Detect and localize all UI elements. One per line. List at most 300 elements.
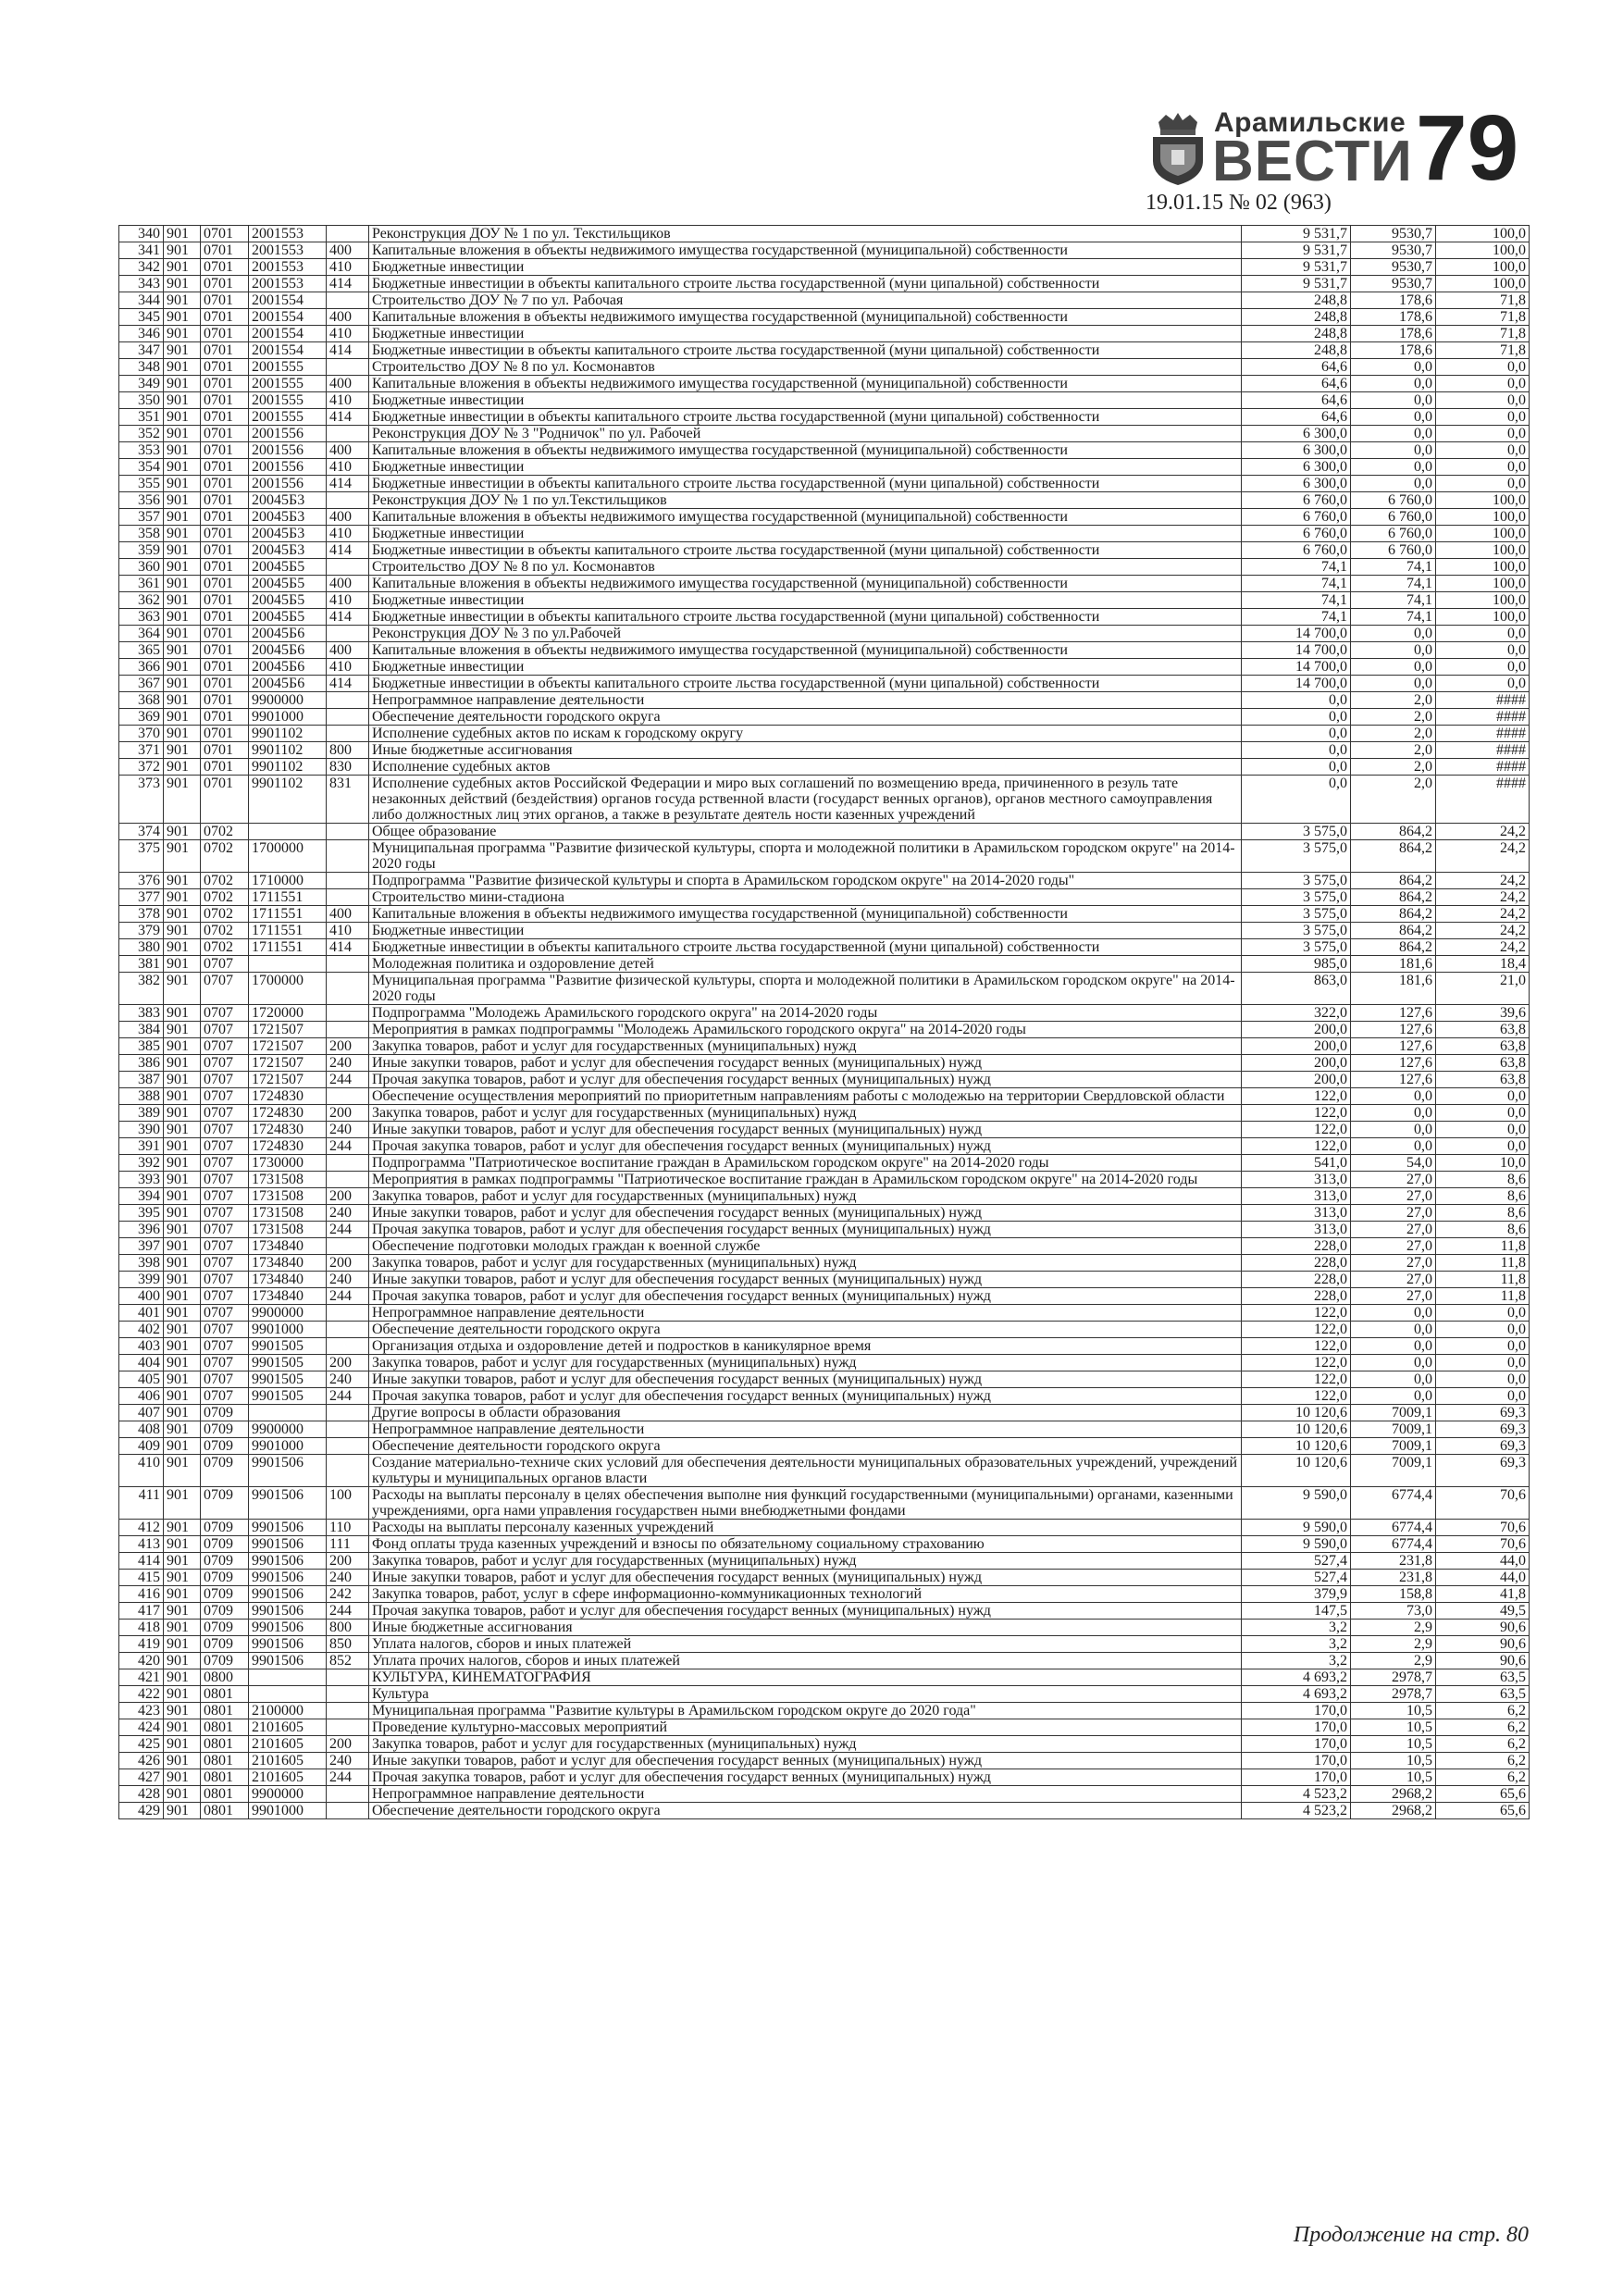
table-cell: 6 300,0 bbox=[1242, 459, 1351, 476]
table-cell bbox=[249, 956, 327, 973]
table-cell: 901 bbox=[164, 923, 201, 939]
table-row bbox=[119, 1736, 1530, 1753]
row-description: Капитальные вложения в объекты недвижимого имущества государственной (муниципальной) собственности bbox=[369, 442, 1242, 459]
table-cell: 9 531,7 bbox=[1242, 259, 1351, 276]
table-cell: 0801 bbox=[201, 1753, 249, 1769]
coat-of-arms-icon bbox=[1149, 113, 1207, 185]
table-cell: 69,3 bbox=[1436, 1438, 1530, 1455]
table-cell: 69,3 bbox=[1436, 1421, 1530, 1438]
table-cell: 122,0 bbox=[1242, 1322, 1351, 1338]
table-cell: 7009,1 bbox=[1351, 1455, 1436, 1487]
table-cell: 0,0 bbox=[1351, 1322, 1436, 1338]
table-cell: 9900000 bbox=[249, 1786, 327, 1803]
table-cell: 9900000 bbox=[249, 1305, 327, 1322]
table-cell: 3 575,0 bbox=[1242, 873, 1351, 889]
table-cell: 901 bbox=[164, 1769, 201, 1786]
table-cell: 0701 bbox=[201, 526, 249, 542]
table-cell: 3 575,0 bbox=[1242, 840, 1351, 873]
table-cell: 20045Б3 bbox=[249, 509, 327, 526]
table-cell: 100,0 bbox=[1436, 542, 1530, 559]
row-description: Капитальные вложения в объекты недвижимого имущества государственной (муниципальной) собственности bbox=[369, 309, 1242, 326]
row-description: Закупка товаров, работ и услуг для государственных (муниципальных) нужд bbox=[369, 1038, 1242, 1055]
table-cell: 901 bbox=[164, 956, 201, 973]
table-cell: 0701 bbox=[201, 226, 249, 242]
table-cell: 417 bbox=[119, 1603, 164, 1620]
table-cell: 3,2 bbox=[1242, 1636, 1351, 1653]
table-cell: 0701 bbox=[201, 492, 249, 509]
table-cell: 340 bbox=[119, 226, 164, 242]
table-cell: 0702 bbox=[201, 889, 249, 906]
table-cell: 399 bbox=[119, 1272, 164, 1288]
table-cell: 414 bbox=[327, 676, 369, 692]
table-cell: 985,0 bbox=[1242, 956, 1351, 973]
table-cell: 1700000 bbox=[249, 840, 327, 873]
table-cell: 100,0 bbox=[1436, 609, 1530, 626]
table-cell: 63,5 bbox=[1436, 1669, 1530, 1686]
table-cell: 345 bbox=[119, 309, 164, 326]
table-cell: 100,0 bbox=[1436, 259, 1530, 276]
row-description: Строительство ДОУ № 8 по ул. Космонавтов bbox=[369, 359, 1242, 376]
row-description: Иные закупки товаров, работ и услуг для обеспечения государст венных (муниципальных) нужд bbox=[369, 1122, 1242, 1138]
table-row bbox=[119, 1022, 1530, 1038]
table-cell: 9530,7 bbox=[1351, 226, 1436, 242]
table-cell: 74,1 bbox=[1351, 609, 1436, 626]
table-cell: 178,6 bbox=[1351, 342, 1436, 359]
table-cell: 901 bbox=[164, 1686, 201, 1703]
table-cell: 400 bbox=[327, 642, 369, 659]
table-cell: 901 bbox=[164, 459, 201, 476]
table-cell: 0701 bbox=[201, 659, 249, 676]
table-cell: 1700000 bbox=[249, 973, 327, 1005]
table-row bbox=[119, 1172, 1530, 1188]
table-row bbox=[119, 1105, 1530, 1122]
table-cell: 100,0 bbox=[1436, 226, 1530, 242]
table-cell: 0701 bbox=[201, 742, 249, 759]
table-cell: 248,8 bbox=[1242, 326, 1351, 342]
table-row bbox=[119, 1620, 1530, 1636]
table-row bbox=[119, 526, 1530, 542]
table-cell: 414 bbox=[327, 476, 369, 492]
table-cell: 10,0 bbox=[1436, 1155, 1530, 1172]
table-cell: 7009,1 bbox=[1351, 1438, 1436, 1455]
table-cell: 9900000 bbox=[249, 692, 327, 709]
table-row bbox=[119, 1238, 1530, 1255]
table-cell: 0,0 bbox=[1436, 1338, 1530, 1355]
table-cell: 0709 bbox=[201, 1603, 249, 1620]
table-cell: 69,3 bbox=[1436, 1405, 1530, 1421]
table-cell bbox=[327, 1088, 369, 1105]
table-cell: 351 bbox=[119, 409, 164, 426]
table-cell bbox=[327, 873, 369, 889]
table-row bbox=[119, 1055, 1530, 1072]
table-cell bbox=[327, 726, 369, 742]
table-cell: 418 bbox=[119, 1620, 164, 1636]
table-cell: 0701 bbox=[201, 392, 249, 409]
table-cell: 0,0 bbox=[1436, 442, 1530, 459]
table-cell: 0707 bbox=[201, 1055, 249, 1072]
row-description: Бюджетные инвестиции в объекты капитального строите льства государственной (муни ципальной) собственности bbox=[369, 342, 1242, 359]
table-cell: 0701 bbox=[201, 726, 249, 742]
table-cell: 9901506 bbox=[249, 1636, 327, 1653]
table-row bbox=[119, 1122, 1530, 1138]
table-cell: 0701 bbox=[201, 542, 249, 559]
table-cell: 6 760,0 bbox=[1242, 492, 1351, 509]
table-cell: 901 bbox=[164, 1553, 201, 1570]
table-cell: 63,8 bbox=[1436, 1072, 1530, 1088]
table-cell: 379,9 bbox=[1242, 1586, 1351, 1603]
table-cell: 0701 bbox=[201, 692, 249, 709]
table-cell: 410 bbox=[327, 459, 369, 476]
row-description: Иные закупки товаров, работ и услуг для обеспечения государст венных (муниципальных) нужд bbox=[369, 1055, 1242, 1072]
row-description: Подпрограмма "Патриотическое воспитание граждан в Арамильском городском округе" на 2014-2020 годы bbox=[369, 1155, 1242, 1172]
table-cell: 27,0 bbox=[1351, 1288, 1436, 1305]
table-cell: 901 bbox=[164, 1255, 201, 1272]
table-cell: 90,6 bbox=[1436, 1636, 1530, 1653]
table-cell: 0801 bbox=[201, 1769, 249, 1786]
table-row bbox=[119, 1222, 1530, 1238]
table-cell bbox=[327, 824, 369, 840]
table-cell: 0709 bbox=[201, 1536, 249, 1553]
table-cell: 9901506 bbox=[249, 1520, 327, 1536]
table-row bbox=[119, 873, 1530, 889]
table-cell: 901 bbox=[164, 1455, 201, 1487]
table-cell: 65,6 bbox=[1436, 1803, 1530, 1819]
table-cell: #### bbox=[1436, 776, 1530, 824]
table-cell: 0701 bbox=[201, 709, 249, 726]
table-cell: 0,0 bbox=[1436, 1371, 1530, 1388]
table-row bbox=[119, 726, 1530, 742]
table-cell: 20045Б5 bbox=[249, 559, 327, 576]
table-cell: 901 bbox=[164, 592, 201, 609]
table-cell: 127,6 bbox=[1351, 1038, 1436, 1055]
table-cell: 0701 bbox=[201, 242, 249, 259]
table-cell: 901 bbox=[164, 526, 201, 542]
table-cell: 313,0 bbox=[1242, 1205, 1351, 1222]
table-cell: 9 531,7 bbox=[1242, 276, 1351, 292]
table-cell: 9530,7 bbox=[1351, 242, 1436, 259]
table-cell: #### bbox=[1436, 759, 1530, 776]
table-cell: 901 bbox=[164, 1122, 201, 1138]
table-cell: 901 bbox=[164, 542, 201, 559]
table-row bbox=[119, 1038, 1530, 1055]
table-cell: 20045Б3 bbox=[249, 542, 327, 559]
table-cell: 9901506 bbox=[249, 1653, 327, 1669]
table-cell: 122,0 bbox=[1242, 1088, 1351, 1105]
table-cell: 100,0 bbox=[1436, 509, 1530, 526]
table-cell: 405 bbox=[119, 1371, 164, 1388]
table-cell: 428 bbox=[119, 1786, 164, 1803]
table-cell: 901 bbox=[164, 692, 201, 709]
table-cell: 1731508 bbox=[249, 1172, 327, 1188]
table-cell: 358 bbox=[119, 526, 164, 542]
table-cell: 390 bbox=[119, 1122, 164, 1138]
table-cell: 24,2 bbox=[1436, 923, 1530, 939]
table-row bbox=[119, 259, 1530, 276]
table-cell: 71,8 bbox=[1436, 342, 1530, 359]
row-description: Обеспечение деятельности городского округа bbox=[369, 1438, 1242, 1455]
table-cell: 70,6 bbox=[1436, 1520, 1530, 1536]
table-cell: 0707 bbox=[201, 1322, 249, 1338]
table-cell bbox=[327, 426, 369, 442]
table-row bbox=[119, 1803, 1530, 1819]
table-cell: 901 bbox=[164, 1305, 201, 1322]
table-cell: 389 bbox=[119, 1105, 164, 1122]
table-cell: 231,8 bbox=[1351, 1553, 1436, 1570]
table-cell: 0707 bbox=[201, 1122, 249, 1138]
table-cell: 20045Б6 bbox=[249, 626, 327, 642]
table-cell: 426 bbox=[119, 1753, 164, 1769]
table-cell: 901 bbox=[164, 1038, 201, 1055]
table-cell: 2,0 bbox=[1351, 726, 1436, 742]
table-cell: 63,8 bbox=[1436, 1038, 1530, 1055]
row-description: Иные бюджетные ассигнования bbox=[369, 742, 1242, 759]
table-cell: 110 bbox=[327, 1520, 369, 1536]
table-cell: 387 bbox=[119, 1072, 164, 1088]
table-cell: 901 bbox=[164, 1487, 201, 1520]
table-cell: 400 bbox=[119, 1288, 164, 1305]
table-cell: 2001554 bbox=[249, 326, 327, 342]
table-cell: 374 bbox=[119, 824, 164, 840]
table-cell: 9901506 bbox=[249, 1603, 327, 1620]
table-cell: 901 bbox=[164, 889, 201, 906]
table-cell bbox=[327, 709, 369, 726]
table-cell: 0707 bbox=[201, 1222, 249, 1238]
table-cell: 864,2 bbox=[1351, 889, 1436, 906]
table-cell: 200 bbox=[327, 1105, 369, 1122]
table-cell: 100,0 bbox=[1436, 592, 1530, 609]
table-cell: 901 bbox=[164, 1586, 201, 1603]
table-cell: 0,0 bbox=[1351, 1088, 1436, 1105]
table-cell: 39,6 bbox=[1436, 1005, 1530, 1022]
table-cell: 2101605 bbox=[249, 1769, 327, 1786]
table-cell: 244 bbox=[327, 1288, 369, 1305]
table-cell bbox=[327, 1421, 369, 1438]
table-cell: 901 bbox=[164, 292, 201, 309]
table-cell: 0707 bbox=[201, 1105, 249, 1122]
table-cell: 127,6 bbox=[1351, 1072, 1436, 1088]
table-row bbox=[119, 292, 1530, 309]
table-cell: 240 bbox=[327, 1055, 369, 1072]
table-cell: 0701 bbox=[201, 309, 249, 326]
table-cell: 901 bbox=[164, 840, 201, 873]
table-cell: 100,0 bbox=[1436, 559, 1530, 576]
row-description: Непрограммное направление деятельности bbox=[369, 1305, 1242, 1322]
table-cell: 901 bbox=[164, 326, 201, 342]
table-cell: 10,5 bbox=[1351, 1736, 1436, 1753]
table-cell: 158,8 bbox=[1351, 1586, 1436, 1603]
table-cell: 901 bbox=[164, 242, 201, 259]
table-cell bbox=[327, 1669, 369, 1686]
table-cell: 122,0 bbox=[1242, 1122, 1351, 1138]
table-cell: 20045Б3 bbox=[249, 526, 327, 542]
table-row bbox=[119, 476, 1530, 492]
table-row bbox=[119, 409, 1530, 426]
table-cell: 27,0 bbox=[1351, 1205, 1436, 1222]
table-cell: 127,6 bbox=[1351, 1055, 1436, 1072]
table-cell: 0,0 bbox=[1351, 1355, 1436, 1371]
table-cell: 425 bbox=[119, 1736, 164, 1753]
table-cell: 383 bbox=[119, 1005, 164, 1022]
row-description: Расходы на выплаты персоналу казенных учреждений bbox=[369, 1520, 1242, 1536]
table-row bbox=[119, 1322, 1530, 1338]
table-cell: 0701 bbox=[201, 442, 249, 459]
table-cell: 14 700,0 bbox=[1242, 659, 1351, 676]
table-cell: 6,2 bbox=[1436, 1769, 1530, 1786]
table-row bbox=[119, 576, 1530, 592]
table-cell: 71,8 bbox=[1436, 292, 1530, 309]
table-cell: 200,0 bbox=[1242, 1038, 1351, 1055]
table-cell: 901 bbox=[164, 939, 201, 956]
table-cell bbox=[327, 1022, 369, 1038]
row-description: Прочая закупка товаров, работ и услуг для обеспечения государст венных (муниципальных) нужд bbox=[369, 1072, 1242, 1088]
table-cell: 0,0 bbox=[1436, 1105, 1530, 1122]
row-description: Непрограммное направление деятельности bbox=[369, 1421, 1242, 1438]
row-description: Бюджетные инвестиции bbox=[369, 459, 1242, 476]
table-row bbox=[119, 1138, 1530, 1155]
table-cell: 24,2 bbox=[1436, 906, 1530, 923]
row-description: Бюджетные инвестиции в объекты капитального строите льства государственной (муни ципальной) собственности bbox=[369, 676, 1242, 692]
table-cell: 71,8 bbox=[1436, 326, 1530, 342]
table-cell: 373 bbox=[119, 776, 164, 824]
row-description: Бюджетные инвестиции в объекты капитального строите льства государственной (муни ципальной) собственности bbox=[369, 609, 1242, 626]
table-row bbox=[119, 1255, 1530, 1272]
table-cell: 127,6 bbox=[1351, 1022, 1436, 1038]
table-cell: 371 bbox=[119, 742, 164, 759]
table-cell: 901 bbox=[164, 1005, 201, 1022]
table-row bbox=[119, 1355, 1530, 1371]
table-cell: 181,6 bbox=[1351, 956, 1436, 973]
table-row bbox=[119, 1188, 1530, 1205]
table-cell: 901 bbox=[164, 392, 201, 409]
table-cell: 0,0 bbox=[1242, 776, 1351, 824]
table-row bbox=[119, 956, 1530, 973]
table-cell: 6,2 bbox=[1436, 1753, 1530, 1769]
table-cell: 0701 bbox=[201, 626, 249, 642]
table-cell: 400 bbox=[327, 376, 369, 392]
row-description: Подпрограмма "Развитие физической культуры и спорта в Арамильском городском округе" на 2014-2020 годы" bbox=[369, 873, 1242, 889]
table-cell: 901 bbox=[164, 1322, 201, 1338]
table-cell: 200 bbox=[327, 1355, 369, 1371]
table-cell: 403 bbox=[119, 1338, 164, 1355]
table-cell: 9901506 bbox=[249, 1586, 327, 1603]
table-cell: 385 bbox=[119, 1038, 164, 1055]
table-cell: 100,0 bbox=[1436, 276, 1530, 292]
table-cell: 0701 bbox=[201, 409, 249, 426]
table-cell: 6 300,0 bbox=[1242, 442, 1351, 459]
table-cell: 0709 bbox=[201, 1405, 249, 1421]
table-cell: 6 760,0 bbox=[1242, 542, 1351, 559]
table-cell: 395 bbox=[119, 1205, 164, 1222]
table-cell: #### bbox=[1436, 692, 1530, 709]
table-row bbox=[119, 659, 1530, 676]
table-cell: 2,0 bbox=[1351, 692, 1436, 709]
table-cell bbox=[327, 1786, 369, 1803]
table-cell: 414 bbox=[327, 342, 369, 359]
table-row bbox=[119, 1338, 1530, 1355]
table-cell: 0,0 bbox=[1351, 476, 1436, 492]
table-row bbox=[119, 642, 1530, 659]
table-cell: 231,8 bbox=[1351, 1570, 1436, 1586]
table-row bbox=[119, 309, 1530, 326]
table-row bbox=[119, 326, 1530, 342]
table-cell: 365 bbox=[119, 642, 164, 659]
table-cell: 0701 bbox=[201, 609, 249, 626]
row-description: Бюджетные инвестиции bbox=[369, 659, 1242, 676]
table-cell: 429 bbox=[119, 1803, 164, 1819]
table-cell: 341 bbox=[119, 242, 164, 259]
table-cell: 9900000 bbox=[249, 1421, 327, 1438]
table-cell: 0,0 bbox=[1351, 1338, 1436, 1355]
table-cell: 244 bbox=[327, 1072, 369, 1088]
table-cell: 541,0 bbox=[1242, 1155, 1351, 1172]
table-cell: 11,8 bbox=[1436, 1272, 1530, 1288]
table-cell: 901 bbox=[164, 824, 201, 840]
row-description: Мероприятия в рамках подпрограммы "Молодежь Арамильского городского округа" на 2014-2020 годы bbox=[369, 1022, 1242, 1038]
table-cell: 0709 bbox=[201, 1455, 249, 1487]
table-row bbox=[119, 1686, 1530, 1703]
table-cell: 901 bbox=[164, 1222, 201, 1238]
table-cell: 1720000 bbox=[249, 1005, 327, 1022]
table-cell bbox=[327, 1155, 369, 1172]
table-cell: 864,2 bbox=[1351, 840, 1436, 873]
table-row bbox=[119, 1586, 1530, 1603]
table-cell: 0,0 bbox=[1436, 1388, 1530, 1405]
row-description: Бюджетные инвестиции bbox=[369, 592, 1242, 609]
table-cell bbox=[249, 1405, 327, 1421]
table-cell: 414 bbox=[327, 409, 369, 426]
table-cell: 14 700,0 bbox=[1242, 626, 1351, 642]
table-cell: 200 bbox=[327, 1038, 369, 1055]
table-cell: 2001556 bbox=[249, 426, 327, 442]
row-description: Прочая закупка товаров, работ и услуг для обеспечения государст венных (муниципальных) нужд bbox=[369, 1388, 1242, 1405]
table-cell: 2,0 bbox=[1351, 759, 1436, 776]
table-cell: 240 bbox=[327, 1570, 369, 1586]
table-cell: 0,0 bbox=[1351, 392, 1436, 409]
table-cell: 1721507 bbox=[249, 1072, 327, 1088]
table-cell: 0701 bbox=[201, 359, 249, 376]
table-cell: 74,1 bbox=[1351, 559, 1436, 576]
table-cell: 0801 bbox=[201, 1786, 249, 1803]
table-cell: 901 bbox=[164, 442, 201, 459]
table-cell: 852 bbox=[327, 1653, 369, 1669]
table-cell: 2101605 bbox=[249, 1719, 327, 1736]
table-cell: 2,9 bbox=[1351, 1636, 1436, 1653]
table-cell: 0707 bbox=[201, 1305, 249, 1322]
row-description: Капитальные вложения в объекты недвижимого имущества государственной (муниципальной) собственности bbox=[369, 242, 1242, 259]
table-cell: 4 693,2 bbox=[1242, 1686, 1351, 1703]
table-cell: 393 bbox=[119, 1172, 164, 1188]
table-cell: 414 bbox=[327, 542, 369, 559]
table-cell: 200 bbox=[327, 1553, 369, 1570]
table-row bbox=[119, 1005, 1530, 1022]
table-cell: 901 bbox=[164, 742, 201, 759]
table-cell: 1724830 bbox=[249, 1105, 327, 1122]
table-cell: 228,0 bbox=[1242, 1255, 1351, 1272]
table-cell bbox=[327, 973, 369, 1005]
table-cell: 864,2 bbox=[1351, 923, 1436, 939]
table-cell: 0,0 bbox=[1436, 1138, 1530, 1155]
table-cell: 901 bbox=[164, 906, 201, 923]
table-cell: 200 bbox=[327, 1188, 369, 1205]
row-description: Капитальные вложения в объекты недвижимого имущества государственной (муниципальной) собственности bbox=[369, 509, 1242, 526]
table-row bbox=[119, 1421, 1530, 1438]
table-cell: 349 bbox=[119, 376, 164, 392]
row-description: Иные закупки товаров, работ и услуг для обеспечения государст венных (муниципальных) нужд bbox=[369, 1570, 1242, 1586]
table-cell: 14 700,0 bbox=[1242, 676, 1351, 692]
table-cell: 410 bbox=[327, 923, 369, 939]
row-description: Бюджетные инвестиции bbox=[369, 923, 1242, 939]
table-cell: 0701 bbox=[201, 476, 249, 492]
